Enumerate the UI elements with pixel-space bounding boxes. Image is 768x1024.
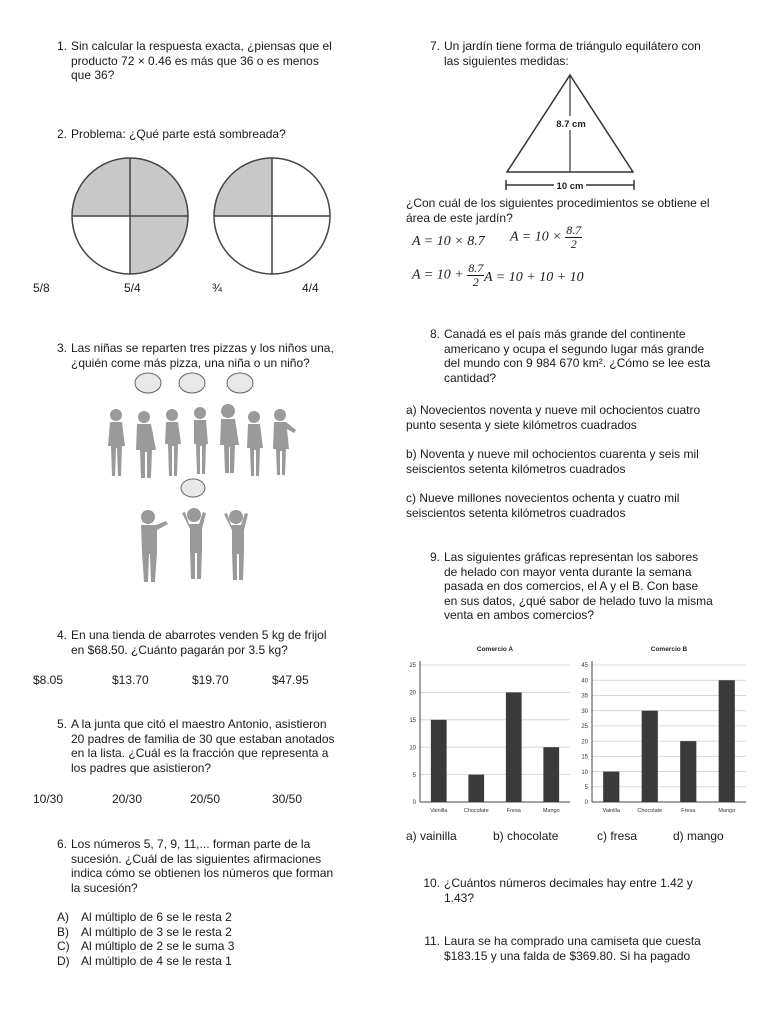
y-tick-label: 0 xyxy=(584,800,588,807)
y-tick-label: 45 xyxy=(581,663,588,670)
y-tick-label: 5 xyxy=(584,784,588,791)
question-number: 9. xyxy=(429,550,440,564)
children-pizza-figure xyxy=(90,370,310,582)
shaded-circles-figure xyxy=(70,156,360,276)
y-tick-label: 15 xyxy=(409,718,416,724)
triangle-figure xyxy=(500,72,650,194)
bar-chocolate xyxy=(642,711,658,802)
option-c: c) Nueve millones novecientos ochenta y cuatro mil seiscientos setenta kilómetros cuadrados xyxy=(406,491,680,520)
option-c: C) Al múltiplo de 2 se le suma 3 xyxy=(57,939,235,953)
x-tick-label: Chocolate xyxy=(463,808,489,814)
option-a: 10/30 xyxy=(33,792,64,806)
question-text: En una tienda de abarrotes venden 5 kg de frijol en $68.50. ¿Cuánto pagarán por 3.5 kg? xyxy=(71,628,327,657)
y-tick-label: 40 xyxy=(581,678,588,685)
x-tick-label: Vainilla xyxy=(430,808,448,814)
y-tick-label: 35 xyxy=(581,693,588,700)
bar-mango xyxy=(719,680,735,802)
fraction: $\frac{8.7}{2}$ xyxy=(468,261,484,289)
chart-title: Comercio A xyxy=(476,646,514,653)
x-tick-label: Chocolate xyxy=(637,808,663,814)
question-text: Las siguientes gráficas representan los sabores de helado con mayor venta durante la semana pasada en dos comercios, el A y el B. Con base en sus datos, ¿qué sabor de helado tuvo la misma venta en ambos comercios? xyxy=(444,550,713,622)
question-text: ¿Cuántos números decimales hay entre 1.42 y 1.43? xyxy=(444,876,693,905)
question-text: Los números 5, 7, 9, 11,... forman parte de la sucesión. ¿Cuál de las siguientes afirmaciones indica cómo se obtienen los números que forman la sucesión? xyxy=(71,837,334,895)
question-7-prompt: ¿Con cuál de los siguientes procedimientos se obtiene el área de este jardín? xyxy=(406,196,710,225)
question-text: Problema: ¿Qué parte está sombreada? xyxy=(71,127,286,141)
y-tick-label: 30 xyxy=(581,708,588,715)
x-tick-label: Fresa xyxy=(506,808,521,814)
question-text: Las niñas se reparten tres pizzas y los niños una, ¿quién come más pizza, una niña o un niño? xyxy=(71,341,334,370)
option-a: a) vainilla xyxy=(406,829,457,843)
y-tick-label: 10 xyxy=(581,769,588,776)
option-d: D) Al múltiplo de 4 se le resta 1 xyxy=(57,953,232,968)
x-tick-label: Fresa xyxy=(681,808,696,814)
bar-fresa xyxy=(680,741,696,802)
question-text: Laura se ha comprado una camiseta que cuesta $183.15 y una falda de $369.80. Si ha pagado xyxy=(444,934,701,963)
bar-vainilla xyxy=(431,720,447,802)
question-number: 11. xyxy=(424,934,440,948)
option-d: d) mango xyxy=(673,829,724,843)
x-tick-label: Mango xyxy=(718,808,736,814)
option-a: A) Al múltiplo de 6 se le resta 2 xyxy=(57,910,232,924)
question-number: 7. xyxy=(429,39,440,53)
question-number: 10. xyxy=(423,876,440,890)
option-d: 30/50 xyxy=(272,792,303,806)
formula-3: A = 10 + $\frac{8.7}{2}$ xyxy=(412,261,484,289)
question-number: 2. xyxy=(56,127,67,141)
option-c: $19.70 xyxy=(192,673,229,687)
y-tick-label: 25 xyxy=(409,663,416,670)
question-text: Un jardín tiene forma de triángulo equilátero con las siguientes medidas: xyxy=(444,39,701,68)
bar-fresa xyxy=(506,692,522,802)
option-list xyxy=(57,910,234,968)
option-c: 20/50 xyxy=(190,792,221,806)
base-label: 10 cm xyxy=(556,181,584,192)
option-a: a) Novecientos noventa y nueve mil ochocientos cuatro punto sesenta y siete kilómetros cuadrados xyxy=(406,403,701,432)
chart-comercio-b xyxy=(570,640,752,815)
x-tick-label: Mango xyxy=(542,808,560,814)
question-number: 8. xyxy=(429,327,440,341)
option-a: $8.05 xyxy=(33,673,64,687)
y-tick-label: 5 xyxy=(412,772,416,779)
y-tick-label: 15 xyxy=(581,754,588,761)
bar-chocolate xyxy=(468,775,484,802)
option-b: $13.70 xyxy=(112,673,149,687)
option-d: 4/4 xyxy=(302,281,319,295)
question-number: 1. xyxy=(56,39,67,53)
y-tick-label: 0 xyxy=(412,800,416,807)
option-b: 20/30 xyxy=(112,792,143,806)
option-a: 5/8 xyxy=(33,281,50,295)
question-number: 5. xyxy=(56,717,67,731)
option-d: $47.95 xyxy=(272,673,309,687)
option-c: c) fresa xyxy=(597,829,638,843)
y-tick-label: 10 xyxy=(409,745,416,752)
question-number: 4. xyxy=(56,628,67,642)
x-tick-label: Vainilla xyxy=(602,808,620,814)
y-tick-label: 25 xyxy=(581,724,588,731)
y-tick-label: 20 xyxy=(409,690,416,697)
question-text: A la junta que citó el maestro Antonio, asistieron 20 padres de familia de 30 que estaban anotados en la lista. ¿Cuál es la fracción que representa a los padres que asistieron? xyxy=(71,717,335,775)
chart-comercio-a xyxy=(398,640,576,815)
question-number: 3. xyxy=(56,341,67,355)
question-text: Canadá es el país más grande del continente americano y ocupa el segundo lugar más grande del mundo con 9 984 670 km². ¿Cómo se lee esta cantidad? xyxy=(444,327,711,385)
formula-1: A = 10 × 8.7 xyxy=(412,234,485,249)
question-number: 6. xyxy=(56,837,67,851)
chart-title: Comercio B xyxy=(650,646,688,653)
boys-silhouettes xyxy=(141,508,248,582)
option-b: 5/4 xyxy=(124,281,141,295)
circle-2 xyxy=(214,158,330,274)
fraction: $\frac{8.7}{2}$ xyxy=(566,223,582,251)
formula-2: A = 10 × $\frac{8.7}{2}$ xyxy=(510,223,582,251)
option-b: b) Noventa y nueve mil ochocientos cuarenta y seis mil seiscientos setenta kilómetros cuadrados xyxy=(406,447,699,476)
option-c: ¾ xyxy=(212,281,223,295)
height-label: 8.7 cm xyxy=(556,119,586,130)
y-tick-label: 20 xyxy=(581,739,588,746)
circle-1 xyxy=(72,158,188,274)
bar-mango xyxy=(543,747,559,802)
option-b: B) Al múltiplo de 3 se le resta 2 xyxy=(57,924,232,939)
girls-silhouettes xyxy=(108,404,296,478)
option-b: b) chocolate xyxy=(493,829,559,843)
bar-vainilla xyxy=(603,772,619,802)
question-text: Sin calcular la respuesta exacta, ¿piensas que el producto 72 × 0.46 es más que 36 o es menos que 36? xyxy=(71,39,332,82)
formula-4: A = 10 + 10 + 10 xyxy=(484,270,584,285)
